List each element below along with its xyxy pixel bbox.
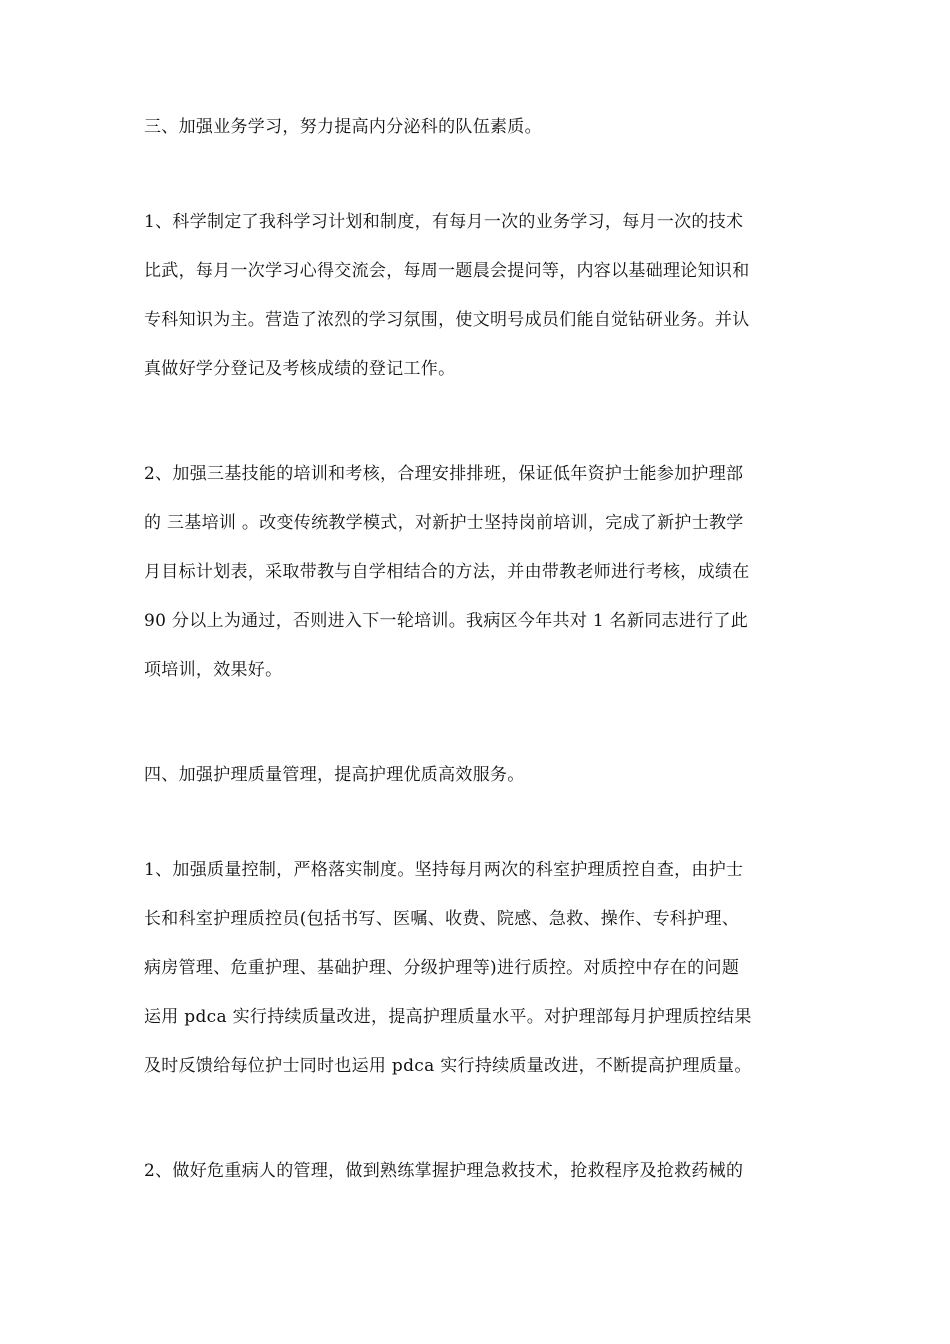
paragraph-4-1-line-2: 长和科室护理质控员(包括书写、医嘱、收费、院感、急救、操作、专科护理、 <box>144 909 740 929</box>
paragraph-4-1-line-1: 1、加强质量控制，严格落实制度。坚持每月两次的科室护理质控自查，由护士 <box>144 860 744 880</box>
paragraph-3-2-line-2: 的 三基培训 。改变传统教学模式，对新护士坚持岗前培训，完成了新护士教学 <box>144 513 744 533</box>
section-heading-3: 三、加强业务学习，努力提高内分泌科的队伍素质。 <box>144 117 542 137</box>
paragraph-3-1-line-3: 专科知识为主。营造了浓烈的学习氛围，使文明号成员们能自觉钻研业务。并认 <box>144 310 750 330</box>
paragraph-3-2-line-1: 2、加强三基技能的培训和考核，合理安排排班，保证低年资护士能参加护理部 <box>144 464 744 484</box>
paragraph-4-1-line-4: 运用 pdca 实行持续质量改进，提高护理质量水平。对护理部每月护理质控结果 <box>144 1007 752 1027</box>
paragraph-4-1-line-5: 及时反馈给每位护士同时也运用 pdca 实行持续质量改进，不断提高护理质量。 <box>144 1056 752 1076</box>
paragraph-4-1-line-3: 病房管理、危重护理、基础护理、分级护理等)进行质控。对质控中存在的问题 <box>144 958 740 978</box>
paragraph-3-1-line-2: 比武，每月一次学习心得交流会，每周一题晨会提问等，内容以基础理论知识和 <box>144 261 750 281</box>
section-heading-4: 四、加强护理质量管理，提高护理优质高效服务。 <box>144 765 525 785</box>
paragraph-3-1-line-4: 真做好学分登记及考核成绩的登记工作。 <box>144 359 456 379</box>
paragraph-3-2-line-3: 月目标计划表，采取带教与自学相结合的方法，并由带教老师进行考核，成绩在 <box>144 562 750 582</box>
paragraph-3-2-line-4: 90 分以上为通过，否则进入下一轮培训。我病区今年共对 1 名新同志进行了此 <box>144 611 749 631</box>
paragraph-3-1-line-1: 1、科学制定了我科学习计划和制度，有每月一次的业务学习，每月一次的技术 <box>144 212 744 232</box>
paragraph-4-2-line-1: 2、做好危重病人的管理，做到熟练掌握护理急救技术，抢救程序及抢救药械的 <box>144 1161 744 1181</box>
paragraph-3-2-line-5: 项培训，效果好。 <box>144 660 283 680</box>
